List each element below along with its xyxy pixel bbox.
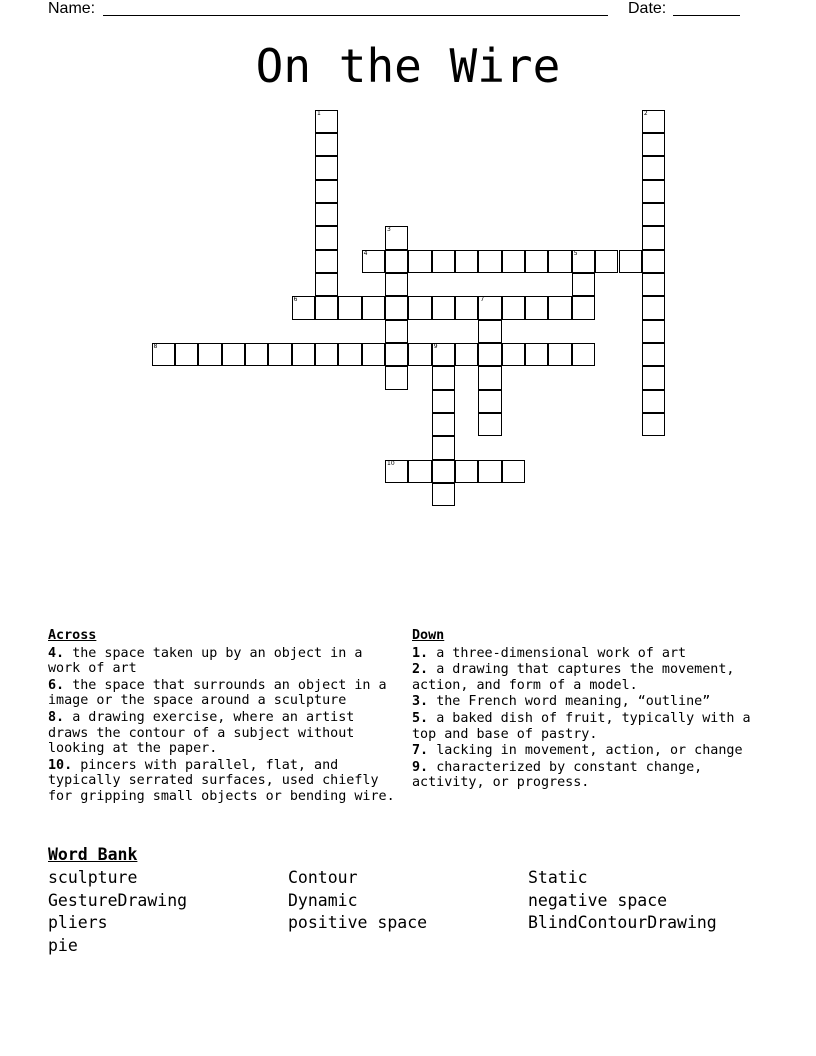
crossword-cell[interactable] (385, 460, 408, 483)
clue-text: characterized by constant change, activity, or progress. (412, 759, 703, 791)
cell-number: 1 (316, 109, 321, 117)
clue-number: 5. (412, 710, 429, 726)
down-clue (412, 711, 774, 742)
clue-text: a drawing that captures the movement, action, and form of a model. (412, 662, 735, 693)
crossword-cell[interactable] (548, 343, 571, 366)
page-title: On the Wire (255, 39, 561, 93)
crossword-cell[interactable] (642, 133, 665, 156)
across-clue (48, 646, 398, 677)
cell-number: 2 (643, 109, 648, 117)
crossword-cell[interactable] (292, 296, 315, 319)
crossword-cell[interactable] (315, 296, 338, 319)
clue-number: 2. (412, 662, 429, 678)
down-clue (412, 646, 774, 662)
cell-number: 6 (293, 296, 298, 304)
crossword-cell[interactable] (432, 436, 455, 459)
crossword-cell[interactable] (408, 250, 431, 273)
name-label: Name: (48, 0, 96, 17)
crossword-cell[interactable] (385, 273, 408, 296)
crossword-cell[interactable] (525, 250, 548, 273)
crossword-cell[interactable] (432, 296, 455, 319)
crossword-cell[interactable] (432, 343, 455, 366)
crossword-cell[interactable] (315, 343, 338, 366)
crossword-cell[interactable] (642, 156, 665, 179)
crossword-cell[interactable] (362, 250, 385, 273)
word-bank-title: Word Bank (48, 845, 138, 864)
word-bank-item: Contour (288, 868, 358, 887)
word-bank-item: pliers (48, 913, 108, 932)
clue-number: 1. (412, 645, 429, 661)
crossword-cell[interactable] (455, 250, 478, 273)
crossword-cell[interactable] (525, 296, 548, 319)
clue-number: 7. (412, 743, 429, 759)
crossword-cell[interactable] (385, 226, 408, 249)
crossword-cell[interactable] (548, 250, 571, 273)
crossword-cell[interactable] (478, 250, 501, 273)
clue-text: lacking in movement, action, or change (436, 743, 743, 759)
crossword-cell[interactable] (572, 273, 595, 296)
crossword-cell[interactable] (338, 343, 361, 366)
crossword-cell[interactable] (642, 366, 665, 389)
word-bank-item: GestureDrawing (48, 890, 188, 910)
crossword-cell[interactable] (245, 343, 268, 366)
crossword-cell[interactable] (292, 343, 315, 366)
crossword-cell[interactable] (642, 250, 665, 273)
crossword-cell[interactable] (642, 296, 665, 319)
crossword-cell[interactable] (432, 413, 455, 436)
crossword-cell[interactable] (432, 250, 455, 273)
crossword-cell[interactable] (525, 343, 548, 366)
word-bank-item: Static (528, 868, 588, 887)
cell-number: 4 (363, 249, 368, 257)
crossword-cell[interactable] (315, 133, 338, 156)
crossword-cell[interactable] (478, 390, 501, 413)
across-clue (48, 758, 398, 805)
crossword-cell[interactable] (572, 296, 595, 319)
down-heading: Down (412, 628, 445, 643)
crossword-cell[interactable] (455, 296, 478, 319)
crossword-cell[interactable] (595, 250, 618, 273)
crossword-cell[interactable] (548, 296, 571, 319)
crossword-cell[interactable] (619, 250, 642, 273)
clue-number: 6. (48, 677, 65, 693)
crossword-cell[interactable] (175, 343, 198, 366)
down-clue (412, 694, 774, 710)
crossword-cell[interactable] (478, 460, 501, 483)
clue-text: the French word meaning, “outline” (436, 694, 711, 710)
crossword-cell[interactable] (152, 343, 175, 366)
crossword-cell[interactable] (478, 343, 501, 366)
word-bank-item: Dynamic (288, 890, 358, 910)
clue-number: 9. (412, 759, 429, 775)
word-bank-item: positive space (288, 913, 428, 932)
crossword-cell[interactable] (315, 203, 338, 226)
crossword-cell[interactable] (642, 320, 665, 343)
across-clue (48, 710, 398, 757)
clue-number: 10. (48, 757, 73, 773)
across-heading: Across (48, 628, 97, 643)
crossword-cell[interactable] (455, 343, 478, 366)
crossword-cell[interactable] (315, 226, 338, 249)
crossword-cell[interactable] (432, 460, 455, 483)
crossword-cell[interactable] (432, 366, 455, 389)
date-label: Date: (628, 0, 667, 17)
crossword-cell[interactable] (338, 296, 361, 319)
crossword-cell[interactable] (362, 296, 385, 319)
crossword-cell[interactable] (362, 343, 385, 366)
clue-text: the space that surrounds an object in a image or the space around a sculpture (48, 677, 387, 709)
crossword-cell[interactable] (432, 390, 455, 413)
crossword-cell[interactable] (198, 343, 221, 366)
crossword-cell[interactable] (268, 343, 291, 366)
crossword-cell[interactable] (478, 366, 501, 389)
cell-number: 3 (387, 226, 391, 234)
crossword-cell[interactable] (315, 273, 338, 296)
across-clue (48, 678, 398, 709)
down-clues (412, 628, 774, 792)
crossword-cell[interactable] (455, 460, 478, 483)
word-bank-item: negative space (528, 890, 668, 910)
crossword-cell[interactable] (385, 296, 408, 319)
down-clue (412, 662, 774, 693)
cell-number: 7 (480, 296, 485, 304)
down-clue (412, 760, 774, 791)
crossword-cell[interactable] (385, 343, 408, 366)
crossword-cell[interactable] (408, 296, 431, 319)
across-clues (48, 628, 398, 806)
crossword-cell[interactable] (385, 366, 408, 389)
crossword-cell[interactable] (642, 390, 665, 413)
crossword-cell[interactable] (502, 460, 525, 483)
crossword-cell[interactable] (642, 180, 665, 203)
clue-number: 3. (412, 694, 429, 710)
crossword-cell[interactable] (642, 413, 665, 436)
word-bank-item: BlindContourDrawing (528, 913, 717, 932)
cell-number: 5 (573, 249, 578, 257)
clue-text: a drawing exercise, where an artist draws the contour of a subject without looking at the paper. (48, 709, 355, 757)
clue-text: pincers with parallel, flat, and typically serrated surfaces, used chiefly for gripping small objects or bending wire. (48, 757, 395, 804)
crossword-cell[interactable] (315, 250, 338, 273)
crossword-cell[interactable] (642, 226, 665, 249)
crossword-cell[interactable] (642, 273, 665, 296)
crossword-cell[interactable] (432, 483, 455, 506)
clue-number: 8. (48, 709, 65, 725)
crossword-cell[interactable] (385, 250, 408, 273)
cell-number: 9 (433, 343, 438, 350)
cell-number: 8 (153, 343, 158, 350)
crossword-cell[interactable] (222, 343, 245, 366)
crossword-cell[interactable] (642, 343, 665, 366)
down-clue (412, 743, 774, 759)
crossword-cell[interactable] (408, 343, 431, 366)
word-bank-item: pie (48, 935, 78, 955)
crossword-cell[interactable] (385, 320, 408, 343)
word-bank-item: sculpture (48, 868, 138, 887)
crossword-cell[interactable] (478, 413, 501, 436)
crossword-cell[interactable] (642, 110, 665, 133)
clue-text: a baked dish of fruit, typically with a top and base of pastry. (412, 710, 751, 742)
crossword-cell[interactable] (478, 320, 501, 343)
crossword-cell[interactable] (315, 156, 338, 179)
clue-text: a three-dimensional work of art (436, 645, 687, 661)
crossword-cell[interactable] (408, 460, 431, 483)
cell-number: 10 (387, 459, 395, 467)
crossword-cell[interactable] (572, 343, 595, 366)
crossword-cell[interactable] (315, 180, 338, 203)
crossword-cell[interactable] (315, 110, 338, 133)
crossword-cell[interactable] (572, 250, 595, 273)
crossword-cell[interactable] (502, 250, 525, 273)
crossword-cell[interactable] (502, 296, 525, 319)
clue-text: the space taken up by an object in a work of art (48, 645, 363, 677)
crossword-cell[interactable] (502, 343, 525, 366)
crossword-cell[interactable] (642, 203, 665, 226)
clue-number: 4. (48, 645, 65, 661)
crossword-cell[interactable] (478, 296, 501, 319)
